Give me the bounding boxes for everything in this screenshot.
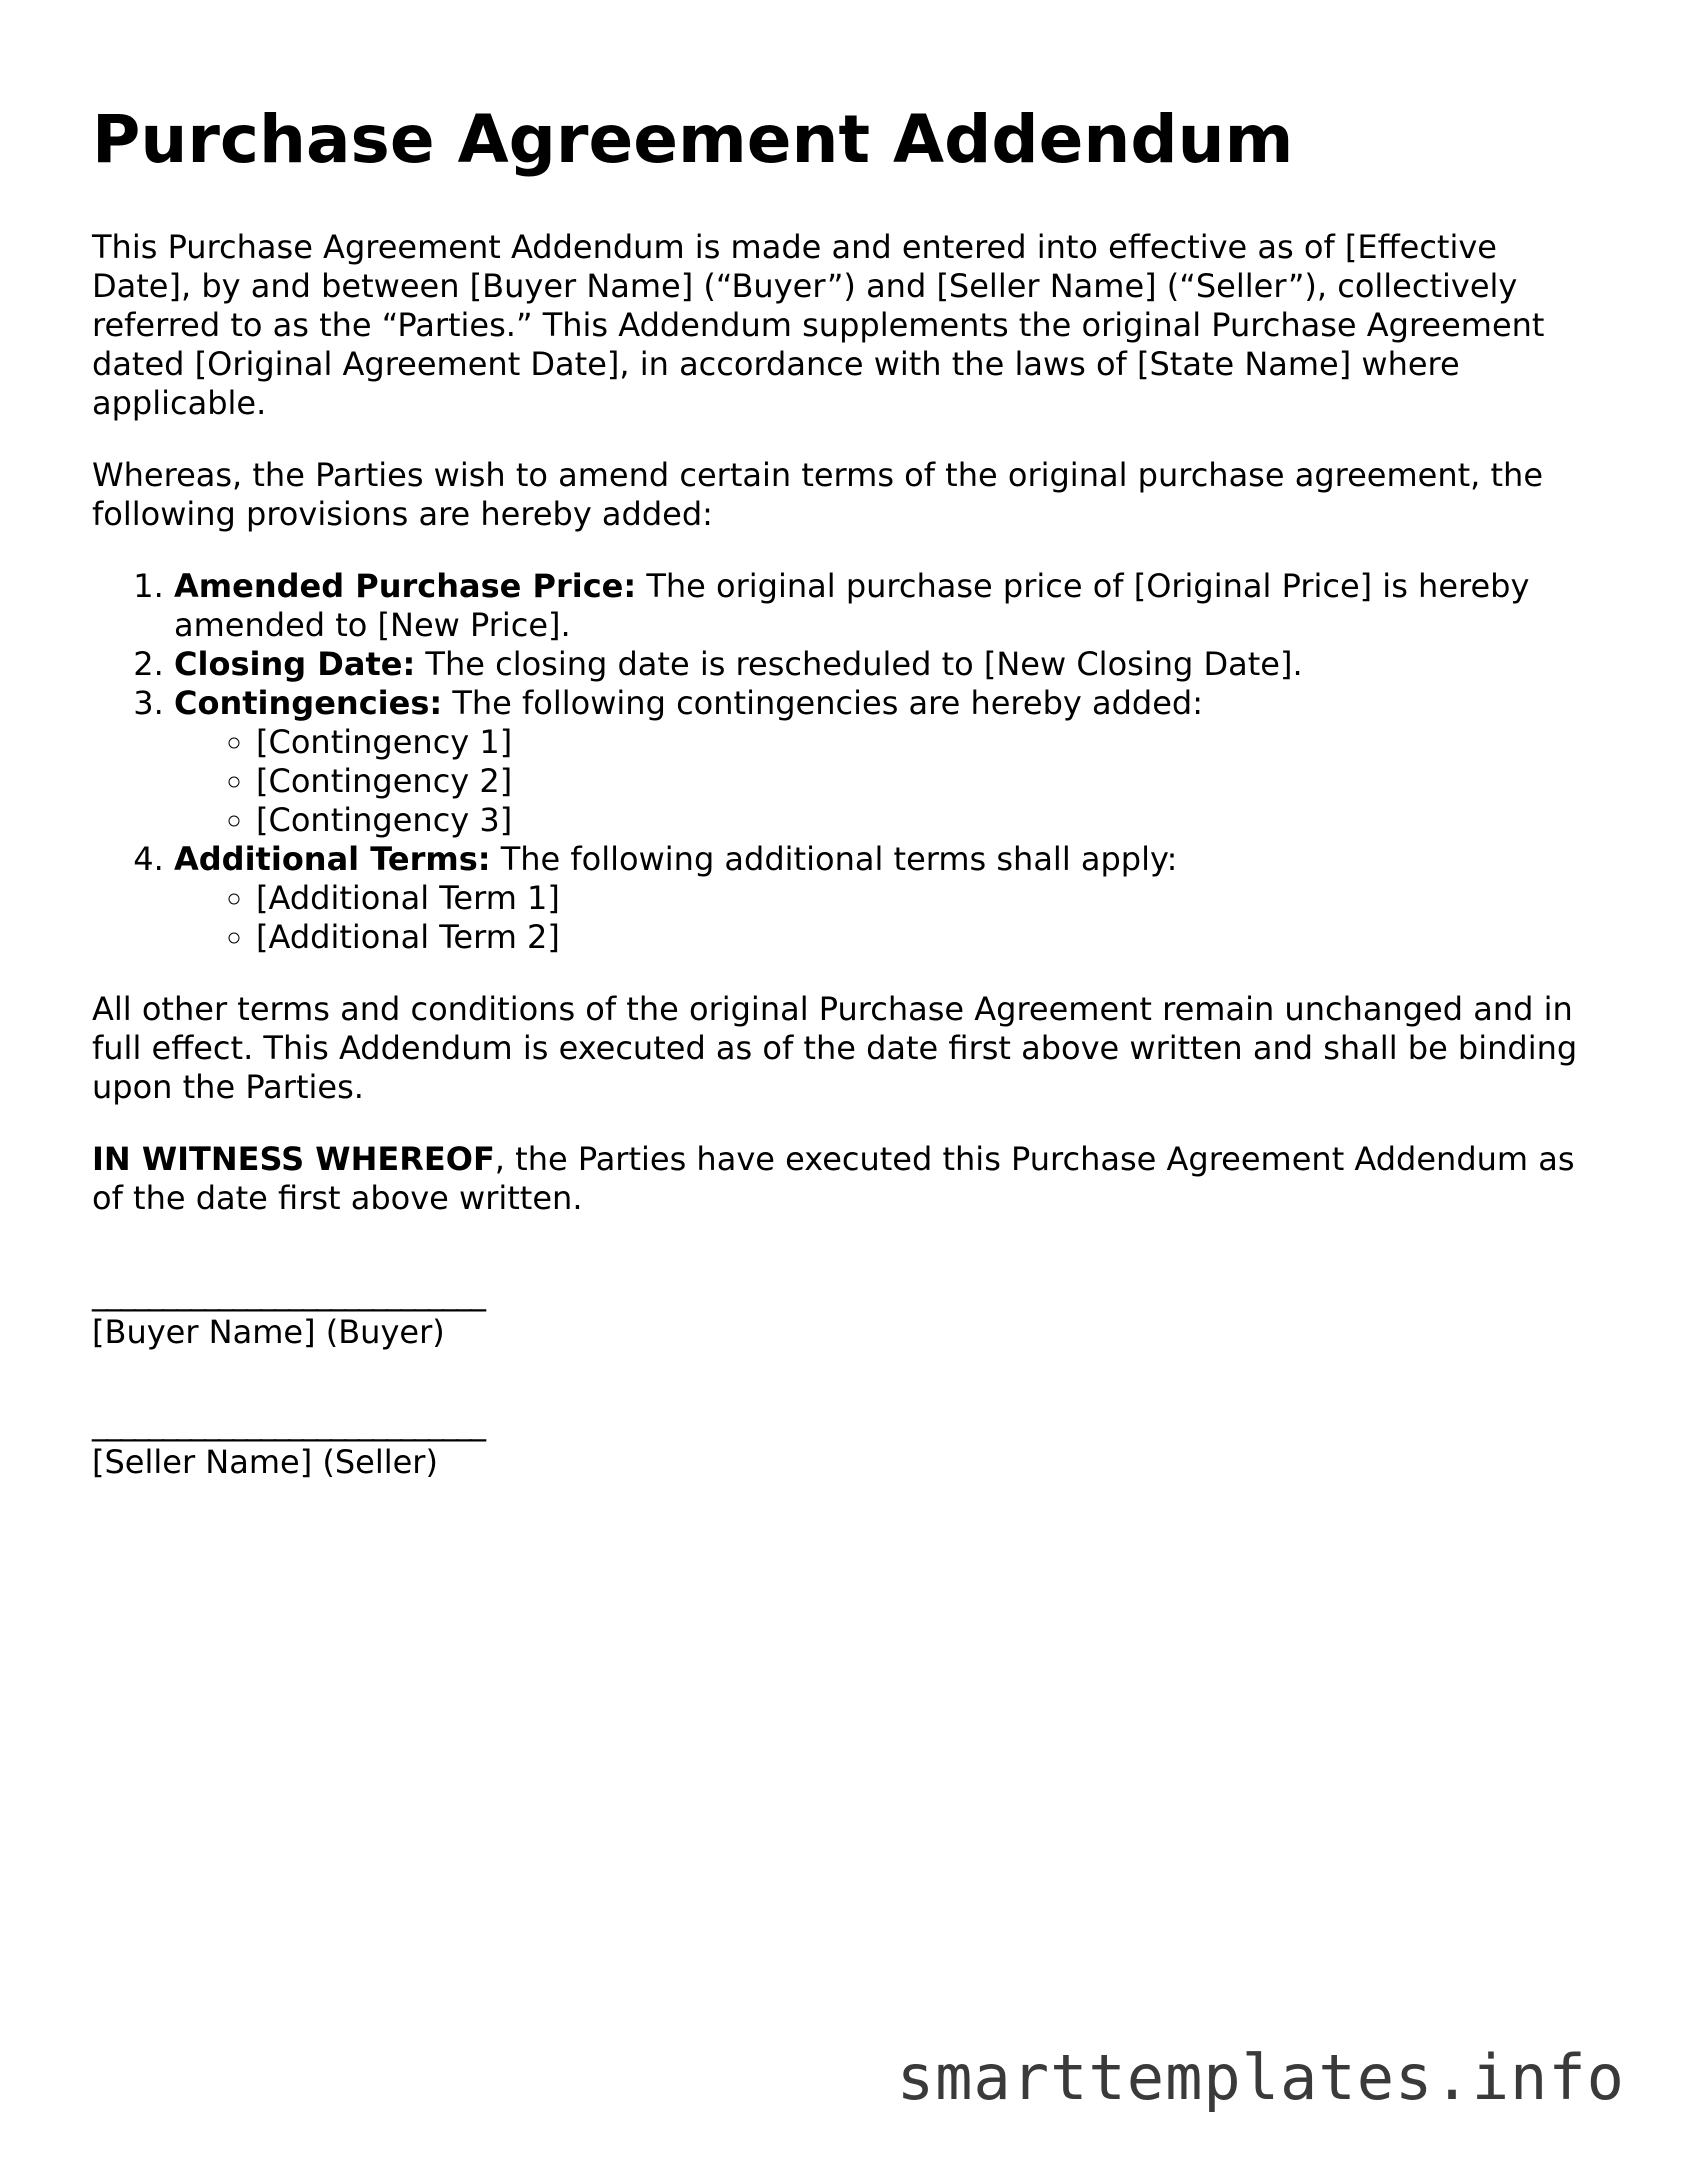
provision-text: The closing date is rescheduled to [New Closing Date]. (415, 645, 1303, 683)
witness-text: , the Parties have executed this Purchase Agreement Addendum as of the date first above written. (92, 1140, 1575, 1217)
watermark: smarttemplates.info (896, 2041, 1625, 2114)
seller-signature-line: ____________________________ (92, 1404, 484, 1442)
provision-text: The original purchase price of [Original Price] is hereby amended to [New Price]. (174, 567, 1530, 644)
seller-signature-name: [Seller Name] (Seller) (92, 1443, 438, 1481)
list-item: ◦ [Contingency 2] (256, 762, 1602, 801)
provision-additional-terms (174, 840, 1602, 957)
buyer-signature-name: [Buyer Name] (Buyer) (92, 1313, 445, 1351)
closing-paragraph: All other terms and conditions of the original Purchase Agreement remain unchanged and in full effect. This Addendum is executed as of the date first above written and shall be binding upon the Parties. (92, 990, 1578, 1106)
provision-text: The following contingencies are hereby added: (442, 684, 1203, 722)
witness-label: IN WITNESS WHEREOF (92, 1140, 495, 1178)
provision-closing-date (174, 645, 1602, 684)
additional-terms-sublist (174, 879, 1602, 957)
provision-text: The following additional terms shall apply: (490, 840, 1178, 878)
intro-paragraph: This Purchase Agreement Addendum is made and entered into effective as of [Effective Date], by and between [Buyer Name] (“Buyer”) and [Seller Name] (“Seller”), collectively referred to as the “Parties.” This Addendum supplements the original Purchase Agreement dated [Original Agreement Date], in accordance with the laws of [State Name] where applicable. (92, 228, 1545, 422)
provision-label: Closing Date: (174, 645, 416, 683)
provision-label: Amended Purchase Price: (174, 567, 637, 605)
contingencies-sublist (174, 723, 1602, 840)
provisions-list (92, 567, 1602, 957)
signature-block (92, 1274, 1602, 1482)
buyer-signature-line: ____________________________ (92, 1274, 484, 1312)
document-page (92, 100, 1602, 1534)
provision-amended-purchase-price (174, 567, 1602, 645)
list-item: ◦ [Contingency 1] (256, 723, 1602, 762)
witness-paragraph (92, 1140, 1602, 1218)
provision-label: Contingencies: (174, 684, 443, 722)
document-title: Purchase Agreement Addendum (92, 101, 1294, 178)
list-item: ◦ [Contingency 3] (256, 801, 1602, 840)
provision-contingencies (174, 684, 1602, 840)
whereas-paragraph: Whereas, the Parties wish to amend certain terms of the original purchase agreement, the following provisions are hereby added: (92, 456, 1543, 533)
list-item: ◦ [Additional Term 2] (256, 918, 1602, 957)
list-item: ◦ [Additional Term 1] (256, 879, 1602, 918)
provision-label: Additional Terms: (174, 840, 491, 878)
